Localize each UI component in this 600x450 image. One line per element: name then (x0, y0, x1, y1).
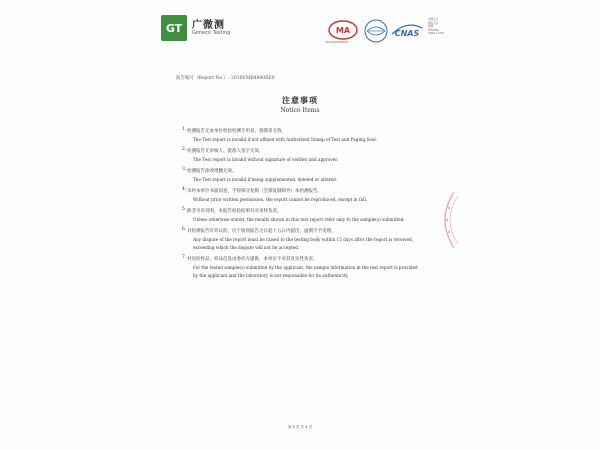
cnas-line: CNAS L7767 (428, 32, 445, 36)
ilac-mra-icon (364, 19, 388, 43)
brand-name-en: Gimeco Testing (192, 30, 231, 36)
notice-text-cn: 未经本单位书面同意，不得部分复制（全部复制除外）本检测报告。 (187, 189, 322, 194)
notice-item (182, 147, 423, 164)
notice-text-cn: 对送检样品，样品信息由委托方提供，本单位不对其真实性负责。 (187, 257, 318, 262)
cnas-label: CNAS (394, 29, 420, 38)
cnas-line: 国际互认 (428, 21, 439, 25)
notice-text-en: Any dispute of the report must be raised to the testing body within 15 days after the report is received, exceeding which the dispute will not be accepted. (193, 237, 413, 250)
notice-number: 4. (182, 187, 187, 192)
company-logo: GT (161, 15, 187, 41)
notice-number: 6. (182, 227, 187, 232)
svg-text:MA: MA (335, 26, 351, 35)
notice-text-en: Without prior written permission, the report cannot be reproduced, except in full. (193, 197, 368, 202)
notice-item (182, 127, 423, 144)
notice-item (182, 227, 423, 252)
cma-number: 201919000983 (325, 40, 348, 44)
notice-text-cn: 检测报告无审核人、批准人签字无效。 (187, 149, 264, 154)
report-number: 报告编号（Report No.）: 2019EMB4890RE0 (176, 76, 275, 81)
notice-number: 7. (182, 255, 187, 260)
notice-text-en: The Test report is invalid if being supplemented, deleted or altered. (193, 177, 338, 182)
page-title-cn: 注意事项 (282, 95, 318, 105)
page-title-en: Notice Items (280, 107, 320, 114)
brand-name-cn: 广微测 (192, 20, 225, 31)
page-footer: 第 4 页 共 4 页 (287, 425, 313, 429)
notice-text-en: The Test report is invalid without signature of verifier and approver. (193, 157, 339, 162)
paging-seal-stamp-icon (432, 190, 462, 250)
notice-number: 3. (182, 167, 187, 172)
notice-item (182, 207, 423, 224)
cnas-line: TESTING (428, 28, 440, 32)
notice-item (182, 187, 423, 204)
cma-mark-icon (328, 20, 358, 40)
notice-number: 1. (182, 127, 187, 132)
cnas-line: 中国认可 (428, 18, 439, 21)
notice-item (182, 255, 423, 280)
cnas-mark-icon (390, 22, 424, 38)
notice-text-en: Unless otherwise stated, the results shown in this test report refer only to the sample(s) submitted. (193, 217, 405, 222)
notice-text-cn: 检测报告无本单位检验检测专用章、骑缝章无效。 (187, 129, 286, 134)
notice-text-en: For the tested sample(s) submitted by the applicant, the sample information in the test report is provided by the applicant and the laboratory is not responsible for its authenticity. (193, 265, 418, 278)
cnas-accreditation-text (428, 18, 444, 36)
notice-item (182, 167, 423, 184)
notice-text-cn: 检测报告涂改增删无效。 (187, 169, 237, 174)
notice-text-cn: 除非另有说明，本报告检验结果仅对来样负责。 (187, 209, 282, 214)
notice-number: 5. (182, 207, 187, 212)
cnas-line: 检测 (428, 25, 434, 29)
notice-text-en: The Test report is invalid if not affixed with Authorized Stamp of Test and Paging Seal. (193, 137, 378, 142)
notice-text-cn: 对检测报告有异议的，应于收到报告之日起十五日内提出，逾期不予受理。 (187, 229, 336, 234)
notice-number: 2. (182, 147, 187, 152)
notice-list (182, 127, 423, 284)
